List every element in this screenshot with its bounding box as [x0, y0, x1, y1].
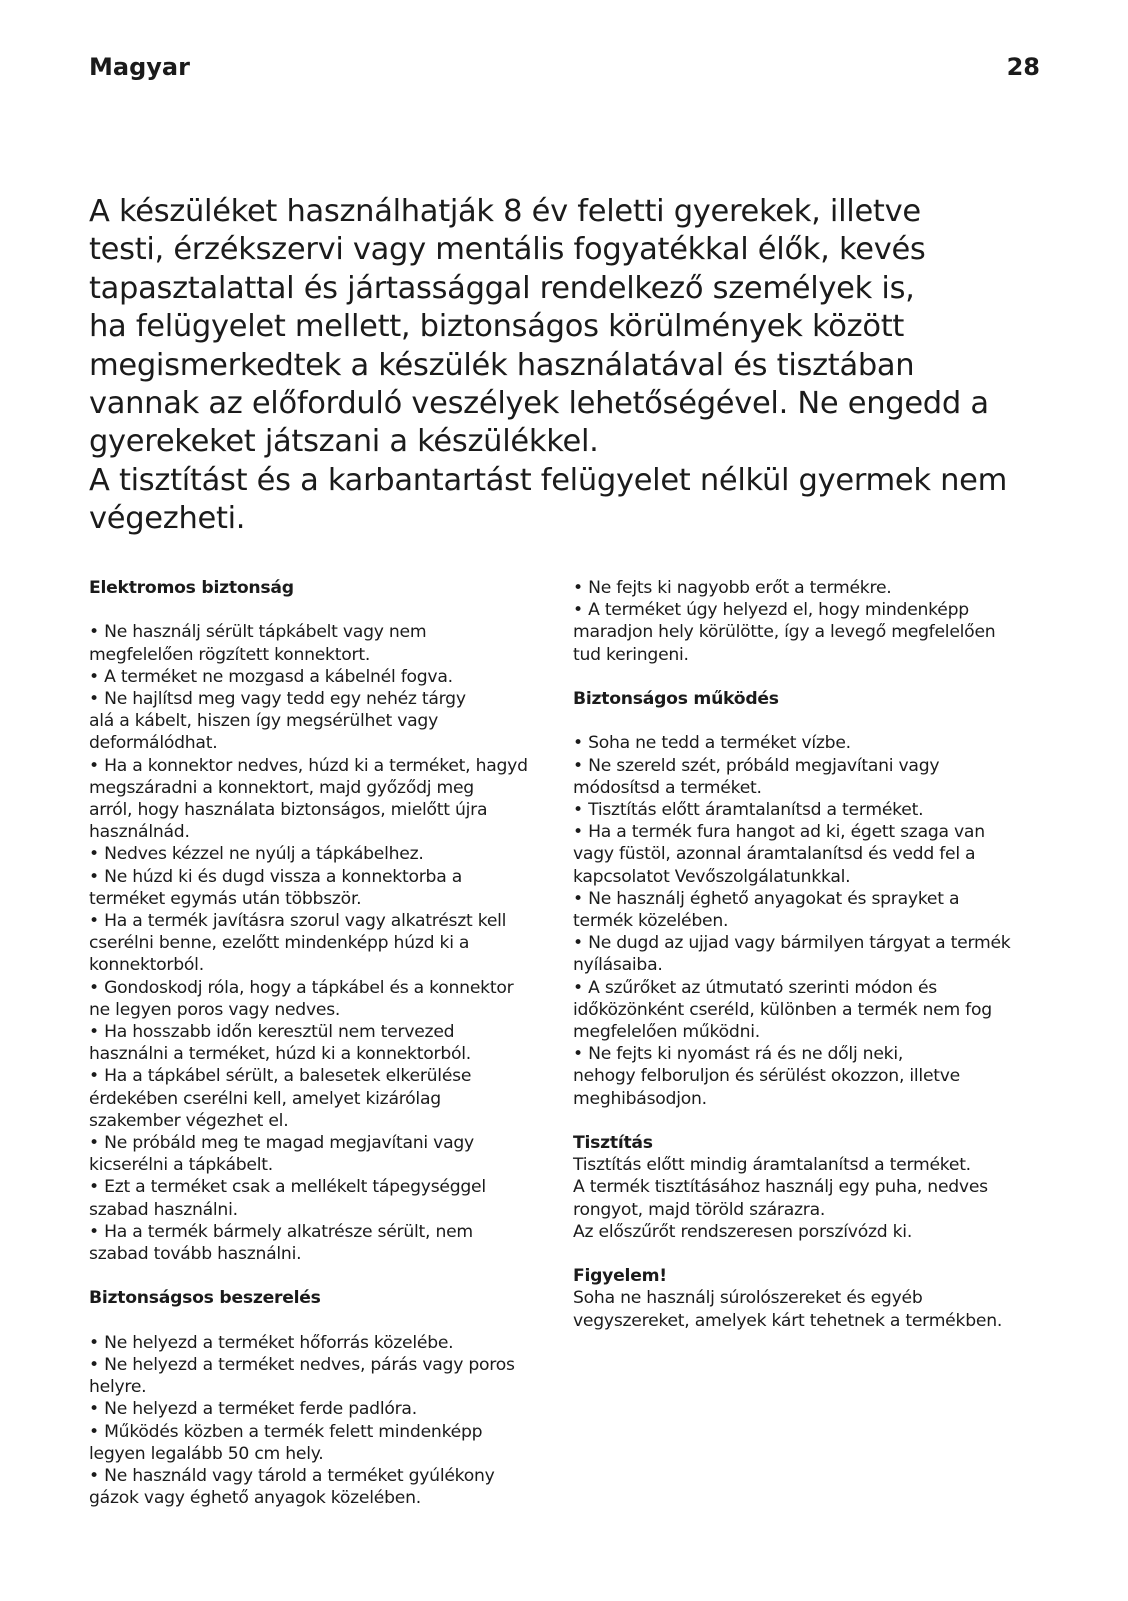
- list-line: • A terméket ne mozgasd a kábelnél fogva.: [89, 666, 453, 687]
- list-line: használni a terméket, húzd ki a konnektorból.: [89, 1044, 471, 1065]
- list-line: • Tisztítás előtt áramtalanítsd a terméket.: [573, 800, 924, 820]
- list-line: módosítsd a terméket.: [573, 777, 762, 798]
- list-line: • Ne próbáld meg te magad megjavítani vagy: [89, 1133, 474, 1154]
- list-line: • A terméket úgy helyezd el, hogy mindenképp: [573, 600, 969, 621]
- list-line: cserélni benne, ezelőtt mindenképp húzd ki a: [89, 933, 470, 954]
- list-line: • Ne fejts ki nyomást rá és ne dőlj neki,: [573, 1044, 904, 1065]
- list-line: • Ne használj sérült tápkábelt vagy nem: [89, 622, 427, 643]
- list-line: • Ne helyezd a terméket hőforrás közelébe.: [89, 1332, 454, 1353]
- list-line: • Ne húzd ki és dugd vissza a konnektorba a: [89, 866, 462, 887]
- list-line: időközönként cseréld, különben a termék nem fog: [573, 999, 992, 1020]
- intro-line: végezheti.: [89, 501, 246, 537]
- list-line: • Ne dugd az ujjad vagy bármilyen tárgyat a termék: [573, 933, 1011, 954]
- electrical-safety-list: [89, 621, 549, 1265]
- list-line: ne legyen poros vagy nedves.: [89, 999, 341, 1020]
- section-heading-installation: Biztonságsos beszerelés: [89, 1288, 321, 1309]
- list-line: megfelelően működni.: [573, 1022, 760, 1043]
- section-heading-warning: Figyelem!: [573, 1266, 667, 1287]
- operation-list: [573, 732, 1043, 1109]
- text-line: vegyszereket, amelyek kárt tehetnek a termékben.: [573, 1310, 1003, 1331]
- text-line: Az előszűrőt rendszeresen porszívózd ki.: [573, 1221, 913, 1242]
- list-line: szabad tovább használni.: [89, 1244, 302, 1265]
- installation-list: [89, 1332, 549, 1510]
- list-line: • Nedves kézzel ne nyúlj a tápkábelhez.: [89, 844, 424, 865]
- section-heading-cleaning: Tisztítás: [573, 1133, 653, 1154]
- intro-paragraph-1: [89, 193, 1049, 462]
- intro-line: vannak az előforduló veszélyek lehetőségével. Ne engedd a: [89, 386, 989, 422]
- intro-paragraph-2: [89, 462, 1049, 539]
- list-line: nyílásaiba.: [573, 955, 663, 976]
- list-line: • Ha a termék bármely alkatrésze sérült, nem: [89, 1221, 473, 1242]
- list-line: terméket egymás után többször.: [89, 888, 362, 909]
- intro-line: A tisztítást és a karbantartást felügyelet nélkül gyermek nem: [89, 462, 1008, 498]
- intro-line: testi, érzékszervi vagy mentális fogyatékkal élők, kevés: [89, 232, 926, 268]
- section-heading-electrical: Elektromos biztonság: [89, 578, 294, 598]
- list-line: megfelelően rögzített konnektort.: [89, 644, 371, 665]
- list-line: alá a kábelt, hiszen így megsérülhet vagy: [89, 711, 439, 732]
- list-line: • A szűrőket az útmutató szerinti módon és: [573, 977, 937, 998]
- list-line: • Ha a termék javításra szorul vagy alkatrészt kell: [89, 911, 507, 932]
- list-line: szabad használni.: [89, 1199, 238, 1220]
- text-line: A termék tisztításához használj egy puha, nedves: [573, 1177, 988, 1198]
- intro-line: megismerkedtek a készülék használatával és tisztában: [89, 347, 915, 383]
- list-line: konnektorból.: [89, 955, 204, 976]
- list-line: • Ha a tápkábel sérült, a balesetek elkerülése: [89, 1066, 472, 1087]
- list-line: • Ha a termék fura hangot ad ki, égett szaga van: [573, 822, 985, 843]
- list-line: • Ne helyezd a terméket ferde padlóra.: [89, 1399, 417, 1420]
- text-line: rongyot, majd töröld szárazra.: [573, 1199, 826, 1220]
- list-line: tud keringeni.: [573, 644, 689, 665]
- text-line: Soha ne használj súrolószereket és egyéb: [573, 1288, 923, 1309]
- list-line: meghibásodjon.: [573, 1088, 707, 1109]
- text-line: Tisztítás előtt mindig áramtalanítsd a terméket.: [573, 1155, 971, 1176]
- intro-line: gyerekeket játszani a készülékkel.: [89, 424, 599, 460]
- installation-list-continued: [573, 577, 1043, 666]
- list-line: gázok vagy éghető anyagok közelében.: [89, 1488, 421, 1509]
- warning-text: [573, 1287, 1043, 1331]
- list-line: deformálódhat.: [89, 733, 218, 754]
- list-line: • Ne helyezd a terméket nedves, párás vagy poros: [89, 1355, 515, 1376]
- intro-warning: [89, 193, 1049, 539]
- list-line: kicserélni a tápkábelt.: [89, 1155, 273, 1176]
- list-line: nehogy felboruljon és sérülést okozzon, illetve: [573, 1066, 961, 1087]
- list-line: helyre.: [89, 1377, 147, 1398]
- list-line: arról, hogy használata biztonságos, mielőtt újra: [89, 800, 488, 821]
- intro-line: A készüléket használhatják 8 év feletti gyerekek, illetve: [89, 194, 921, 229]
- list-line: termék közelében.: [573, 911, 729, 932]
- list-line: vagy füstöl, azonnal áramtalanítsd és vedd fel a: [573, 844, 976, 865]
- list-line: • Működés közben a termék felett mindenképp: [89, 1421, 483, 1442]
- left-column: [89, 577, 549, 1509]
- list-line: használnád.: [89, 822, 190, 843]
- list-line: • Gondoskodj róla, hogy a tápkábel és a konnektor: [89, 977, 514, 998]
- page-number: 28: [1006, 53, 1040, 81]
- list-line: • Ha a konnektor nedves, húzd ki a terméket, hagyd: [89, 755, 528, 776]
- list-line: • Ne szereld szét, próbáld megjavítani vagy: [573, 755, 940, 776]
- list-line: • Soha ne tedd a terméket vízbe.: [573, 733, 851, 754]
- list-line: • Ne használd vagy tárold a terméket gyúlékony: [89, 1466, 495, 1487]
- list-line: • Ezt a terméket csak a mellékelt tápegységgel: [89, 1177, 486, 1198]
- list-line: • Ne használj éghető anyagokat és sprayket a: [573, 888, 960, 909]
- list-line: legyen legalább 50 cm hely.: [89, 1443, 324, 1464]
- cleaning-text: [573, 1154, 1043, 1243]
- list-line: • Ha hosszabb időn keresztül nem tervezed: [89, 1022, 455, 1043]
- intro-line: ha felügyelet mellett, biztonságos körülmények között: [89, 309, 905, 345]
- list-line: • Ne fejts ki nagyobb erőt a termékre.: [573, 578, 892, 598]
- section-heading-operation: Biztonságos működés: [573, 689, 779, 709]
- intro-line: tapasztalattal és jártassággal rendelkező személyek is,: [89, 270, 915, 306]
- list-line: • Ne hajlítsd meg vagy tedd egy nehéz tárgy: [89, 689, 466, 709]
- list-line: maradjon hely körülötte, így a levegő megfelelően: [573, 622, 996, 643]
- list-line: megszáradni a konnektort, majd győződj meg: [89, 777, 474, 798]
- header-language: Magyar: [89, 53, 190, 81]
- list-line: szakember végezhet el.: [89, 1110, 289, 1131]
- list-line: érdekében cserélni kell, amelyet kizárólag: [89, 1088, 441, 1109]
- list-line: kapcsolatot Vevőszolgálatunkkal.: [573, 866, 851, 887]
- right-column: [573, 577, 1043, 1332]
